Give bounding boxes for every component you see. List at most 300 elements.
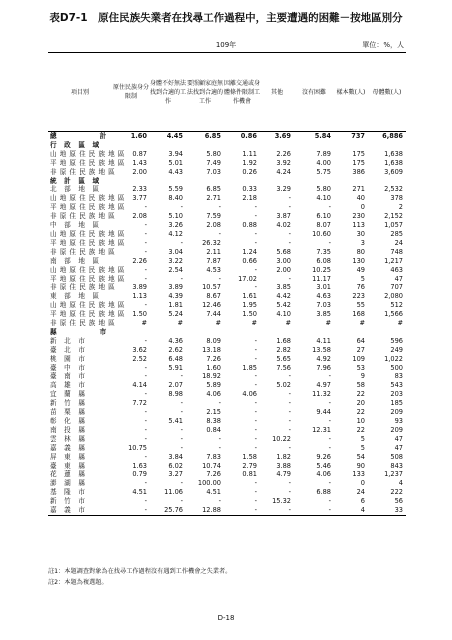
table-cell: 4.53 (206, 265, 221, 274)
table-row (48, 399, 406, 408)
table-cell: 7.26 (206, 354, 221, 363)
table-cell (150, 177, 186, 186)
table-cell: 6.85 (206, 185, 221, 194)
table-cell: - (254, 283, 257, 292)
row-label: 嘉 義 縣 (50, 443, 86, 452)
table-cell: 10 (356, 417, 365, 425)
table-cell: - (144, 247, 147, 256)
table-cell: 5.75 (316, 167, 331, 176)
table-cell: - (254, 488, 257, 497)
table-cell: 55 (356, 301, 365, 310)
table-cell: 20 (356, 399, 365, 408)
table-cell: 109 (352, 354, 365, 363)
table-row (48, 435, 406, 444)
table-cell: - (328, 399, 331, 408)
table-cell: 4.02 (276, 221, 291, 230)
table-cell: - (254, 212, 257, 221)
table-cell: 4.51 (206, 488, 221, 497)
row-label: 臺 北 市 (50, 345, 86, 354)
table-cell: 13.18 (202, 345, 221, 354)
table-cell: 4.39 (168, 292, 183, 301)
table-cell: - (144, 479, 147, 488)
table-cell: - (218, 229, 221, 238)
table-title: 表D7-1 原住民族失業者在找尋工作過程中，主要遭遇的困難－按地區別分 (49, 12, 403, 24)
table-cell: - (254, 425, 257, 434)
table-cell: 3.77 (132, 194, 147, 203)
table-cell: 6.85 (204, 132, 221, 140)
table-cell: 10.57 (202, 283, 221, 292)
table-cell: 90 (356, 461, 365, 470)
table-cell: 4.11 (316, 336, 331, 345)
table-cell: 1.95 (242, 301, 257, 310)
table-cell: # (285, 319, 291, 328)
header-cell: 樣本數(人) (334, 53, 368, 132)
table-cell: 3,609 (384, 167, 403, 176)
table-cell: 3.89 (132, 283, 147, 292)
table-cell: 3.85 (276, 283, 291, 292)
table-cell: - (288, 488, 291, 497)
table-cell: 0 (360, 203, 365, 212)
table-cell: 10.22 (272, 434, 291, 443)
table-cell: 30 (356, 229, 365, 238)
table-cell: 2.15 (206, 408, 221, 417)
table-cell: - (288, 399, 291, 408)
table-cell: 5 (360, 434, 365, 443)
table-cell: 7.87 (206, 256, 221, 265)
table-cell: 8.40 (168, 194, 183, 203)
table-cell: - (180, 425, 183, 434)
table-cell: 1.50 (132, 310, 147, 319)
row-label: 非 原 住 民 族 地 區 (50, 247, 116, 256)
table-cell: # (177, 319, 183, 328)
table-cell: - (254, 497, 257, 506)
table-cell: 6,886 (382, 132, 403, 140)
table-cell: 7.89 (316, 149, 331, 158)
table-cell: 22 (356, 408, 365, 417)
table-cell: - (328, 434, 331, 443)
table-cell (224, 141, 260, 150)
table-cell: 508 (390, 452, 403, 461)
table-cell: - (328, 479, 331, 488)
table-cell: 11.17 (312, 274, 331, 283)
table-cell (294, 141, 334, 150)
header-cell: 其他 (260, 53, 294, 132)
page-number: D-18 (217, 614, 235, 622)
table-row (48, 239, 406, 248)
table-row (48, 488, 406, 497)
table-cell: 1.60 (130, 132, 147, 140)
table-cell: 6 (360, 497, 365, 506)
table-cell (294, 177, 334, 186)
row-label: 花 蓮 縣 (50, 470, 86, 479)
table-cell: 7.83 (206, 452, 221, 461)
table-cell: 5.24 (168, 310, 183, 319)
table-cell: - (144, 336, 147, 345)
table-cell: 1,638 (384, 149, 403, 158)
table-cell: # (359, 319, 365, 328)
table-cell: - (144, 452, 147, 461)
table-cell: 2.08 (132, 212, 147, 221)
table-cell: 11.06 (164, 488, 183, 497)
table-cell: 2.33 (132, 185, 147, 194)
row-label: 彰 化 縣 (50, 417, 86, 425)
row-label: 行 政 區 域 (50, 140, 100, 149)
table-cell: 22 (356, 390, 365, 399)
table-cell: 4.06 (316, 470, 331, 479)
row-label: 臺 中 市 (50, 363, 86, 372)
row-label: 苗 栗 縣 (50, 408, 86, 417)
table-cell: 5 (360, 274, 365, 283)
table-cell: 7.96 (316, 363, 331, 372)
table-cell: 386 (352, 167, 365, 176)
table-cell: 4.63 (316, 292, 331, 301)
data-table (48, 52, 406, 516)
table-cell: 2.62 (168, 345, 183, 354)
table-cell: 4.36 (168, 336, 183, 345)
table-cell: - (254, 238, 257, 247)
table-cell: - (288, 417, 291, 425)
table-cell: 3.04 (168, 247, 183, 256)
table-cell: 0.26 (242, 167, 257, 176)
table-cell: 249 (390, 345, 403, 354)
table-cell: 1.13 (132, 292, 147, 301)
table-cell: 4 (398, 479, 403, 488)
row-label: 總 計 (50, 132, 107, 140)
row-label: 東 部 地 區 (50, 292, 100, 301)
table-cell: 4.06 (206, 390, 221, 399)
table-cell: 0.84 (206, 425, 221, 434)
table-cell: 209 (390, 425, 403, 434)
table-cell: - (218, 274, 221, 283)
table-cell: 1,237 (384, 470, 403, 479)
table-cell: 4 (334, 506, 368, 515)
table-row (48, 444, 406, 453)
row-label: 山 地 原 住 民 族 地 區 (50, 301, 125, 310)
table-cell: - (254, 336, 257, 345)
table-cell: 2.00 (132, 167, 147, 176)
table-cell: - (144, 363, 147, 372)
table-cell: 4.06 (242, 390, 257, 399)
table-cell: - (218, 399, 221, 408)
table-cell: 2.18 (242, 194, 257, 203)
table-cell: 2.26 (276, 149, 291, 158)
table-cell: 4.14 (132, 381, 147, 390)
table-cell: 512 (390, 301, 403, 310)
table-cell: 93 (394, 417, 403, 425)
table-cell (368, 177, 406, 186)
table-cell: 0.66 (242, 256, 257, 265)
table-cell: 11.32 (312, 390, 331, 399)
table-cell (112, 177, 150, 186)
table-cell: 5.91 (168, 363, 183, 372)
table-cell: 8.67 (206, 292, 221, 301)
table-cell: 3.85 (316, 310, 331, 319)
table-cell: 4.24 (276, 167, 291, 176)
table-cell: 5.01 (168, 158, 183, 167)
table-cell (260, 141, 294, 150)
table-cell: - (288, 390, 291, 399)
table-cell: 2.26 (132, 256, 147, 265)
table-cell: 9.26 (316, 452, 331, 461)
row-label: 臺 南 市 (50, 372, 86, 381)
table-row (48, 337, 406, 346)
table-cell: - (144, 265, 147, 274)
table-cell: 223 (352, 292, 365, 301)
row-label: 新 北 市 (50, 336, 86, 345)
table-cell: 222 (390, 488, 403, 497)
table-row (48, 266, 406, 275)
table-cell: 3.29 (276, 185, 291, 194)
header-cell: 原住民族身分限制 (112, 53, 150, 132)
table-cell: 543 (390, 381, 403, 390)
table-cell: 3 (360, 238, 365, 247)
table-cell: 133 (352, 470, 365, 479)
table-cell: 0.33 (242, 185, 257, 194)
table-cell: - (218, 497, 221, 506)
table-cell: 1.50 (242, 310, 257, 319)
table-cell: - (254, 229, 257, 238)
table-cell: - (328, 203, 331, 212)
row-label: 雲 林 縣 (50, 434, 86, 443)
table-cell: - (288, 274, 291, 283)
table-cell: 6.08 (316, 256, 331, 265)
table-cell: 47 (394, 434, 403, 443)
table-cell: - (218, 443, 221, 452)
unit-label: 單位：%，人 (362, 41, 404, 49)
table-cell: 7.56 (276, 363, 291, 372)
table-cell: - (288, 229, 291, 238)
table-cell: 4.45 (166, 132, 183, 140)
table-row (48, 230, 406, 239)
table-cell (186, 141, 224, 150)
table-cell: 18.92 (202, 372, 221, 381)
table-row (48, 194, 406, 203)
table-cell: 33 (368, 506, 406, 515)
table-cell: 4.51 (132, 488, 147, 497)
table-cell: 9 (360, 372, 365, 381)
table-cell: 10.75 (128, 443, 147, 452)
table-row (48, 159, 406, 168)
table-cell: - (180, 372, 183, 381)
table-cell: - (144, 372, 147, 381)
table-cell: 0.81 (242, 470, 257, 479)
table-cell: 3.88 (276, 461, 291, 470)
table-cell: 12.88 (186, 506, 224, 515)
table-cell: 1.43 (132, 158, 147, 167)
row-label: 嘉 義 市 (48, 506, 112, 515)
table-cell: # (215, 319, 221, 328)
table-row (48, 453, 406, 462)
table-cell: 7.26 (206, 470, 221, 479)
table-cell: 2.11 (206, 247, 221, 256)
table-cell: 100.00 (197, 479, 221, 488)
table-row (48, 301, 406, 310)
table-cell (112, 141, 150, 150)
table-cell: 1,566 (384, 310, 403, 319)
table-cell: 6.10 (316, 212, 331, 221)
table-cell: - (328, 497, 331, 506)
table-cell: - (144, 301, 147, 310)
table-row (48, 408, 406, 417)
table-cell: 1.82 (276, 452, 291, 461)
table-cell: # (251, 319, 257, 328)
table-cell: 3.01 (316, 283, 331, 292)
table-cell: - (254, 408, 257, 417)
table-cell: 3.84 (168, 452, 183, 461)
row-label: 北 部 地 區 (50, 185, 100, 194)
row-label: 桃 園 市 (50, 354, 86, 363)
table-cell: 185 (390, 399, 403, 408)
header-cell: 母體數(人) (368, 53, 406, 132)
table-row (48, 221, 406, 230)
row-label: 基 隆 市 (50, 488, 86, 497)
table-cell: - (180, 238, 183, 247)
table-cell: - (254, 354, 257, 363)
table-cell (334, 141, 368, 150)
table-cell: - (144, 238, 147, 247)
row-label: 非 原 住 民 族 地 區 (50, 319, 116, 328)
table-cell: 27 (356, 345, 365, 354)
table-cell: - (144, 390, 147, 399)
table-cell: 49 (356, 265, 365, 274)
table-cell: 5.84 (314, 132, 331, 140)
table-cell: - (144, 425, 147, 434)
subtitle-row (48, 40, 404, 52)
row-label: 縣 市 (50, 327, 107, 336)
table-cell: 1.60 (206, 363, 221, 372)
table-cell: 4.79 (276, 470, 291, 479)
header-cell: 項目別 (48, 53, 112, 132)
table-row (48, 462, 406, 471)
table-cell: 10.25 (312, 265, 331, 274)
table-cell: 7.49 (206, 158, 221, 167)
table-cell: - (180, 434, 183, 443)
table-body (48, 132, 406, 516)
table-row (48, 212, 406, 221)
table-cell: 8.38 (206, 417, 221, 425)
table-cell: 130 (352, 256, 365, 265)
table-row (48, 141, 406, 150)
table-row (48, 177, 406, 186)
table-cell: 1.81 (168, 301, 183, 310)
table-cell: - (254, 381, 257, 390)
header-cell: 沒有困難 (294, 53, 334, 132)
row-label: 非 原 住 民 族 地 區 (50, 212, 116, 221)
table-cell: 24 (356, 488, 365, 497)
table-cell: 7.03 (206, 167, 221, 176)
table-row (48, 319, 406, 328)
table-cell: - (180, 408, 183, 417)
table-cell: 2.08 (206, 221, 221, 230)
notes (48, 566, 231, 588)
table-cell: 12.46 (202, 301, 221, 310)
table-row (48, 479, 406, 488)
row-label: 屏 東 縣 (50, 452, 86, 461)
table-cell: - (254, 434, 257, 443)
table-row (48, 203, 406, 212)
table-cell: 5.10 (168, 212, 183, 221)
table-cell: 6.48 (168, 354, 183, 363)
table-cell: 40 (356, 194, 365, 203)
table-cell: 748 (390, 247, 403, 256)
table-cell (334, 177, 368, 186)
table-cell: - (288, 479, 291, 488)
table-cell (260, 328, 294, 337)
table-cell: 10.74 (202, 461, 221, 470)
table-row (48, 390, 406, 399)
table-cell: - (144, 203, 147, 212)
table-cell (260, 177, 294, 186)
table-cell: - (180, 497, 183, 506)
row-label: 高 雄 市 (50, 381, 86, 390)
table-cell: 3.87 (276, 212, 291, 221)
table-cell: - (218, 434, 221, 443)
table-cell: 3.27 (168, 470, 183, 479)
table-row (48, 470, 406, 479)
table-cell: 2.54 (168, 265, 183, 274)
table-cell: 4.43 (168, 167, 183, 176)
table-cell (112, 328, 150, 337)
table-cell: 113 (352, 221, 365, 230)
table-cell: 1.24 (242, 247, 257, 256)
table-cell: 0.88 (242, 221, 257, 230)
table-cell: 3.69 (274, 132, 291, 140)
table-cell: 10.60 (312, 229, 331, 238)
table-cell: 1,217 (384, 256, 403, 265)
table-cell: - (254, 417, 257, 425)
table-cell: 2.71 (206, 194, 221, 203)
table-cell: 24 (394, 238, 403, 247)
table-cell: - (254, 345, 257, 354)
table-cell: 80 (356, 247, 365, 256)
table-cell: 1.11 (242, 149, 257, 158)
table-cell: 83 (394, 372, 403, 381)
table-row (48, 364, 406, 373)
table-cell: 2 (398, 203, 403, 212)
table-cell: - (288, 372, 291, 381)
table-cell: 2.52 (132, 354, 147, 363)
table-cell: 1.61 (242, 292, 257, 301)
table-cell: 5.68 (276, 247, 291, 256)
table-cell: - (288, 203, 291, 212)
table-cell: - (254, 399, 257, 408)
table-cell: 2.07 (168, 381, 183, 390)
table-cell: 707 (390, 283, 403, 292)
table-cell: - (328, 443, 331, 452)
table-row (48, 283, 406, 292)
table-cell: - (288, 238, 291, 247)
header-cell: 身體不好無法找到合適的工作 (150, 53, 186, 132)
table-row (48, 292, 406, 301)
table-cell: 4.92 (316, 354, 331, 363)
table-cell: - (144, 229, 147, 238)
table-cell: 285 (390, 229, 403, 238)
table-cell: - (180, 203, 183, 212)
table-cell: 378 (390, 194, 403, 203)
table-cell: # (397, 319, 403, 328)
row-label: 新 竹 縣 (50, 399, 86, 408)
row-label: 非 原 住 民 族 地 區 (50, 283, 116, 292)
row-label: 山 地 原 住 民 族 地 區 (50, 229, 125, 238)
table-cell: 463 (390, 265, 403, 274)
table-cell: 12.31 (312, 425, 331, 434)
table-cell: - (144, 408, 147, 417)
table-cell: 737 (351, 132, 365, 140)
table-cell: 4.10 (316, 194, 331, 203)
table-cell (224, 328, 260, 337)
table-cell: 209 (390, 408, 403, 417)
table-cell: - (328, 417, 331, 425)
